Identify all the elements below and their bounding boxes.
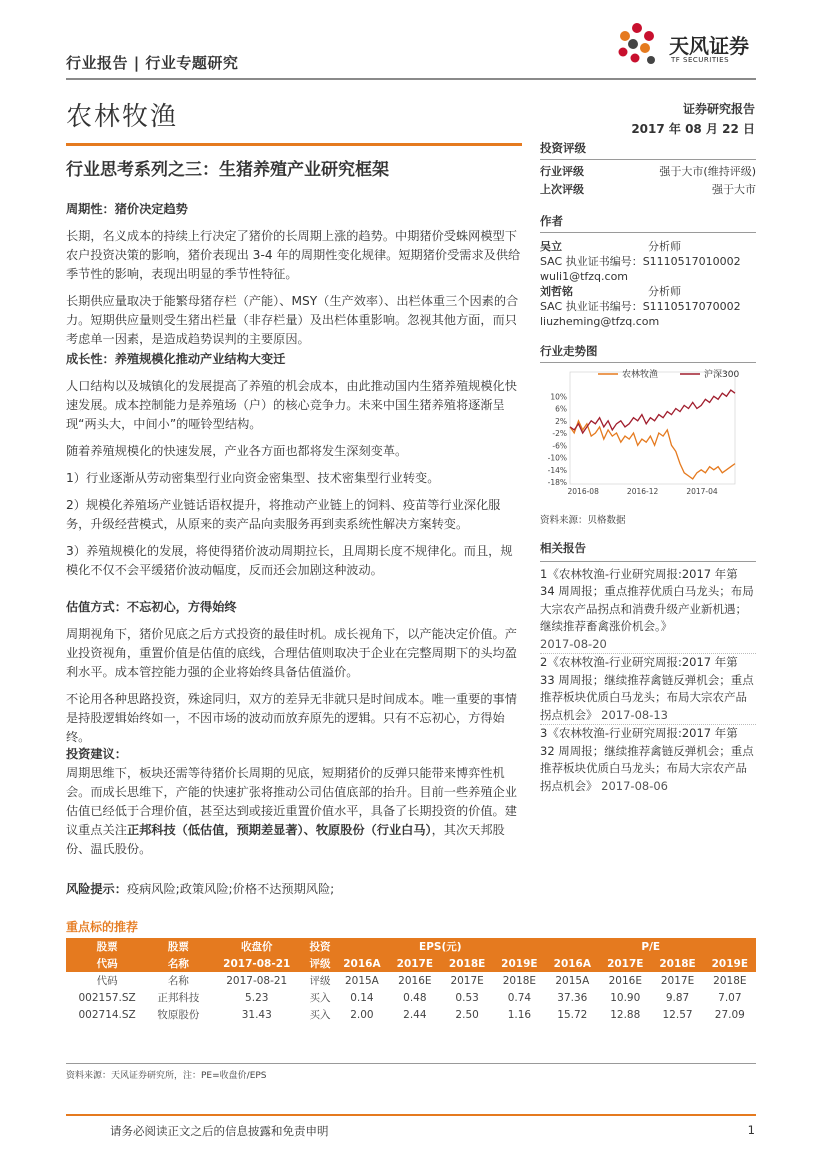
advice-text: 周期思维下，板块还需等待猪价长周期的见底，短期猪价的反弹只能带来博弈性机会。而成长思维下，产能的快速扩张将推动公司估值底部的抬升。目前一些养殖企业估值已经低于合理价值，甚至达到或接近重置价值水平，具备了长期投资的价值。建议重点关注 — [66, 766, 517, 837]
chart-source: 资料来源：贝格数据 — [540, 515, 626, 526]
section-heading: 估值方式：不忘初心，方得始终 — [66, 600, 237, 614]
table-cell: 12.88 — [610, 1008, 641, 1021]
rating-block — [540, 140, 756, 199]
paragraph: 长期供应量取决于能繁母猪存栏（产能）、MSY（生产效率）、出栏体重三个因素的合力。短期供应量则受生猪出栏量（非存栏量）及出栏体重影响。忽视其他方面，而只考虑单一因素，是造成趋势误判的主要原因。 — [66, 294, 519, 346]
paragraph: 3）养殖规模化的发展，将使得猪价波动周期拉长，且周期长度不规律化。而且，规模化不仅不会平缓猪价波动幅度，反而还会加剧这种波动。 — [66, 544, 513, 577]
table-column-label: 2017E — [660, 974, 695, 987]
title-accent-bar — [66, 143, 522, 146]
paragraph: 长期，名义成本的持续上行决定了猪价的长周期上涨的趋势。中期猪价受蛛网模型下农户投资决策的影响，猪价表现出 3-4 年的周期性变化规律。短期猪价受需求及供给季节性的影响，表现出明显的季节性特征。 — [66, 229, 521, 281]
authors-block — [540, 214, 756, 329]
table-cell: 7.07 — [718, 991, 742, 1004]
risk-warning — [66, 880, 522, 899]
related-report-item[interactable] — [540, 566, 756, 654]
table-column-label: 2016E — [398, 974, 432, 987]
logo-text-cn: 天风证券 — [669, 34, 749, 58]
report-date: 2017 年 08 月 22 日 — [631, 122, 755, 136]
sector-title: 农林牧渔 — [66, 102, 179, 132]
industry-trend-chart — [540, 362, 740, 504]
table-note: 资料来源：天风证券研究所，注：PE=收盘价/EPS — [66, 1071, 267, 1081]
trend-block — [540, 343, 756, 363]
prev-rating-value: 强于大市 — [712, 183, 756, 196]
table-cell: 2.44 — [403, 1008, 427, 1021]
x-tick-label: 2016-12 — [626, 487, 659, 496]
related-heading: 相关报告 — [540, 540, 756, 562]
table-cell: 1.16 — [507, 1008, 532, 1021]
advice-highlight: 正邦科技（低估值，预期差显著）、牧原股份（行业白马） — [126, 823, 432, 837]
related-report-text: 2《农林牧渔-行业研究周报:2017 年第 33 周周报；继续推荐禽链反弹机会；重点推荐板块优质白马龙头；布局大宗农产品拐点机会》 — [540, 655, 754, 722]
table-header-cell: 2019E — [704, 955, 756, 972]
table-header-cell: 股票 — [148, 938, 208, 955]
table-header-cell: 投资 — [305, 938, 335, 955]
paragraph: 2）规模化养殖场产业链话语权提升，将推动产业链上的饲料、疫苗等行业深化服务，升级经营模式，从原来的卖产品向卖服务再到卖系统性解决方案转变。 — [66, 498, 501, 531]
paragraph: 人口结构以及城镇化的发展提高了养殖的机会成本，由此推动国内生猪养殖规模化快速发展。成本控制能力是养殖场（户）的核心竞争力。未来中国生猪养殖将逐渐呈现“两头大，中间小”的哑铃型结构。 — [66, 379, 517, 431]
footer-disclaimer: 请务必阅读正文之后的信息披露和免责申明 — [110, 1124, 329, 1138]
table-header-cell: 股票 — [66, 938, 148, 955]
logo-text-en: TF SECURITIES — [671, 56, 730, 64]
y-tick-label: -18% — [547, 478, 567, 487]
y-tick-label: 2% — [555, 416, 567, 426]
table-cell: 27.09 — [714, 1008, 745, 1021]
table-header-cell: P/E — [546, 938, 756, 955]
table-column-label: 2018E — [502, 974, 537, 987]
table-header-cell: 2018E — [441, 955, 493, 972]
table-header-cell: 2016A — [335, 955, 389, 972]
y-tick-label: -10% — [547, 453, 567, 463]
header-divider — [66, 78, 756, 80]
table-header-cell: 代码 — [66, 955, 148, 972]
table-row — [66, 1006, 756, 1023]
table-header-cell: EPS(元) — [335, 938, 545, 955]
table-row — [66, 989, 756, 1006]
report-title: 行业思考系列之三：生猪养殖产业研究框架 — [66, 160, 389, 180]
author-name: 刘哲铭 — [540, 285, 573, 298]
table-cell: 买入 — [309, 1009, 331, 1021]
table-header-cell: 评级 — [305, 955, 335, 972]
paragraph: 不论用各种思路投资，殊途同归，双方的差异无非就只是时间成本。唯一重要的事情是持股逻辑始终如一，不因市场的波动而放弃原先的逻辑。只有不忘初心，方得始终。 — [66, 692, 517, 744]
table-cell: 12.57 — [662, 1008, 693, 1021]
y-tick-label: -6% — [552, 441, 567, 451]
table-cell: 15.72 — [557, 1008, 588, 1021]
table-header-row — [66, 938, 756, 955]
author-email[interactable]: wuli1@tfzq.com — [540, 270, 629, 283]
footer-divider — [66, 1114, 756, 1116]
recommendation-table — [66, 938, 756, 1023]
paragraph: 1）行业逐渐从劳动密集型行业向资金密集型、技术密集型行业转变。 — [66, 471, 440, 485]
y-tick-label: 6% — [555, 404, 567, 414]
table-header-cell: 2016A — [546, 955, 600, 972]
table-header-cell: 名称 — [148, 955, 208, 972]
table-column-label: 名称 — [167, 975, 189, 987]
authors-heading: 作者 — [540, 214, 756, 233]
table-header-row — [66, 955, 756, 972]
related-report-date: 2017-08-06 — [601, 778, 668, 793]
table-cell: 9.87 — [665, 991, 690, 1004]
series-line — [570, 421, 735, 479]
table-header-cell: 收盘价 — [209, 938, 305, 955]
paragraph: 随着养殖规模化的快速发展，产业各方面也都将发生深刻变革。 — [66, 444, 408, 458]
table-column-label: 2017E — [450, 974, 484, 987]
prev-rating-label: 上次评级 — [540, 183, 584, 196]
page-number: 1 — [747, 1123, 755, 1137]
table-cell: 牧原股份 — [157, 1009, 200, 1021]
table-cell: 2.50 — [455, 1008, 479, 1021]
related-report-item[interactable] — [540, 724, 756, 795]
y-tick-label: -14% — [547, 465, 567, 475]
table-cell: 5.23 — [245, 991, 269, 1004]
related-reports — [540, 540, 756, 795]
table-header-cell: 2018E — [651, 955, 703, 972]
table-heading: 重点标的推荐 — [66, 920, 139, 934]
section-cyclicality — [66, 200, 522, 349]
table-header-cell: 2017E — [599, 955, 651, 972]
advice-tail: ，其次天邦股份、温氏股份。 — [66, 823, 505, 856]
section-heading: 周期性：猪价决定趋势 — [66, 202, 188, 216]
table-bottom-rule — [66, 1063, 756, 1064]
table-cell: 买入 — [309, 992, 331, 1004]
table-column-label: 代码 — [96, 975, 118, 987]
author-cert: SAC 执业证书编号：S1110517010002 — [540, 255, 741, 268]
related-report-text: 3《农林牧渔-行业研究周报:2017 年第 32 周周报；继续推荐禽链反弹机会；重点推荐板块优质白马龙头；布局大宗农产品拐点机会》 — [540, 726, 754, 793]
section-valuation — [66, 598, 522, 747]
industry-rating-label: 行业评级 — [540, 165, 584, 178]
table-header-cell: 2017E — [389, 955, 441, 972]
table-cell: 2.00 — [350, 1008, 374, 1021]
table-column-label: 2016E — [608, 974, 642, 987]
table-cell: 0.74 — [507, 991, 532, 1004]
report-category: 行业报告 | 行业专题研究 — [66, 54, 239, 72]
table-cell: 002157.SZ — [78, 991, 136, 1004]
related-report-date: 2017-08-20 — [540, 636, 607, 651]
paragraph: 周期视角下，猪价见底之后方式投资的最佳时机。成长视角下，以产能决定价值。产业投资视角，重置价值是估值的底线，合理估值则取决于企业在完整周期下的头均盈利水平。成本管控能力强的企业将始终具备估值溢价。 — [66, 627, 517, 679]
related-report-text: 1《农林牧渔-行业研究周报:2017 年第 34 周周报；重点推荐优质白马龙头；布局大宗农产品拐点和消费升级产业新机遇；继续推荐畜禽涨价机会。》 — [540, 566, 754, 633]
table-header-cell: 2019E — [493, 955, 545, 972]
table-cell: 10.90 — [610, 991, 641, 1004]
trend-heading: 行业走势图 — [540, 343, 756, 363]
author-title: 分析师 — [648, 285, 681, 298]
tf-securities-logo — [613, 18, 763, 70]
table-cell: 31.43 — [241, 1008, 272, 1021]
table-column-label: 评级 — [309, 975, 331, 987]
table-column-label: 2017-08-21 — [226, 974, 288, 987]
table-cell: 0.53 — [455, 991, 479, 1004]
table-column-label: 2015A — [555, 974, 590, 987]
risk-text: 疫病风险;政策风险;价格不达预期风险; — [126, 882, 335, 896]
rating-heading: 投资评级 — [540, 140, 756, 160]
report-type: 证券研究报告 — [682, 102, 755, 116]
table-column-label: 2015A — [344, 974, 379, 987]
section-heading: 成长性：养殖规模化推动产业结构大变迁 — [66, 352, 286, 366]
table-column-row — [66, 972, 756, 989]
section-investment-advice — [66, 745, 522, 859]
y-tick-label: -2% — [552, 429, 567, 438]
industry-rating-value: 强于大市(维持评级) — [659, 165, 756, 178]
section-heading: 投资建议： — [66, 747, 127, 761]
author-title: 分析师 — [648, 240, 681, 253]
table-cell: 37.36 — [557, 991, 588, 1004]
logo-mark-icon — [613, 18, 665, 68]
paragraph — [66, 764, 522, 859]
table-column-label: 2018E — [713, 974, 747, 987]
author-name: 吴立 — [540, 240, 562, 253]
table-cell: 0.14 — [350, 991, 374, 1004]
x-tick-label: 2016-08 — [567, 487, 599, 496]
series-line — [570, 390, 735, 433]
related-report-item[interactable] — [540, 653, 756, 724]
y-tick-label: 10% — [550, 392, 567, 402]
legend-label: 沪深300 — [704, 370, 740, 380]
table-cell: 正邦科技 — [157, 992, 200, 1004]
risk-label: 风险提示： — [66, 882, 127, 896]
x-tick-label: 2017-04 — [686, 487, 718, 496]
author-email[interactable]: liuzheming@tfzq.com — [540, 315, 660, 328]
related-report-date: 2017-08-13 — [601, 707, 668, 722]
author-cert: SAC 执业证书编号：S1110517070002 — [540, 300, 741, 313]
legend-label: 农林牧渔 — [622, 370, 659, 380]
table-header-cell: 2017-08-21 — [209, 955, 305, 972]
section-growth — [66, 350, 522, 580]
table-cell: 002714.SZ — [78, 1008, 136, 1021]
table-cell: 0.48 — [403, 991, 427, 1004]
